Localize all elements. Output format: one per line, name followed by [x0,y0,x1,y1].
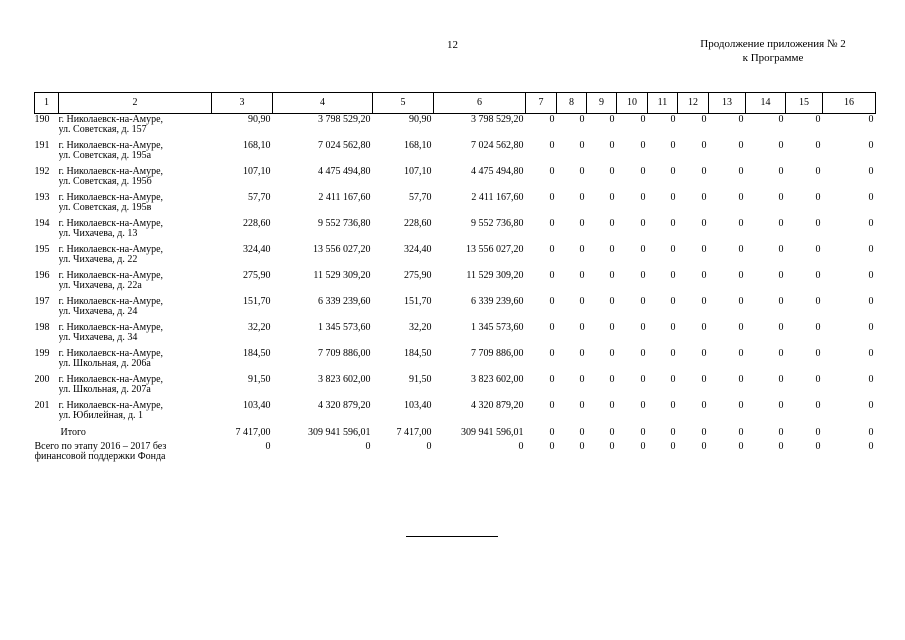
value-cell: 0 [609,244,615,255]
value-cell: 0 [579,244,585,255]
value-cell: 0 [579,270,585,281]
address-line-2: ул. Чихачева, д. 24 [58,306,138,317]
value-cell: 0 [868,218,874,229]
value-cell: 0 [670,114,676,125]
value-cell: 0 [815,400,821,411]
value-cell: 0 [549,166,555,177]
value-cell: 0 [778,322,784,333]
value-cell: 7 024 562,80 [471,140,524,151]
value-cell: 0 [738,427,744,438]
value-cell: 0 [579,441,585,452]
value-cell: 0 [701,400,707,411]
value-cell: 0 [549,427,555,438]
table-header [35,93,876,114]
row-number: 194 [34,218,50,229]
value-cell: 91,50 [248,374,271,385]
value-cell: 0 [868,441,874,452]
value-cell: 9 552 736,80 [471,218,524,229]
value-cell: 1 345 573,60 [318,322,371,333]
value-cell: 0 [701,140,707,151]
value-cell: 0 [579,374,585,385]
value-cell: 228,60 [243,218,271,229]
value-cell: 0 [609,441,615,452]
value-cell: 0 [670,218,676,229]
value-cell: 0 [579,400,585,411]
value-cell: 0 [640,427,646,438]
value-cell: 4 320 879,20 [318,400,371,411]
value-cell: 0 [609,322,615,333]
value-cell: 0 [815,441,821,452]
value-cell: 0 [868,427,874,438]
column-header: 9 [587,93,617,114]
value-cell: 0 [640,244,646,255]
address-line-2: ул. Школьная, д. 206а [58,358,151,369]
appendix-note [683,37,863,65]
value-cell: 0 [701,166,707,177]
value-cell: 0 [579,114,585,125]
value-cell: 0 [815,296,821,307]
value-cell: 0 [778,296,784,307]
value-cell: 0 [738,374,744,385]
value-cell: 0 [549,296,555,307]
table-row [35,374,876,400]
value-cell: 9 552 736,80 [318,218,371,229]
column-header: 1 [35,93,59,114]
address-line-1: г. Николаевск-на-Амуре, [58,114,164,125]
address-line-2: ул. Чихачева, д. 13 [58,228,138,239]
row-address [59,218,212,244]
column-header: 8 [557,93,587,114]
grand-row [35,440,876,466]
address-line-2: ул. Чихачева, д. 22а [58,280,142,291]
value-cell: 0 [701,244,707,255]
column-header: 16 [823,93,876,114]
value-cell: 0 [815,140,821,151]
value-cell: 3 823 602,00 [471,374,524,385]
value-cell: 7 417,00 [235,427,271,438]
header-row [35,93,876,114]
data-table [34,92,876,466]
table-row [35,322,876,348]
value-cell: 0 [670,192,676,203]
table-row [35,192,876,218]
value-cell: 32,20 [409,322,432,333]
value-cell: 0 [670,296,676,307]
value-cell: 0 [868,296,874,307]
value-cell: 0 [868,244,874,255]
column-header: 15 [786,93,823,114]
table-row [35,296,876,322]
value-cell: 0 [701,218,707,229]
value-cell: 0 [701,114,707,125]
total-label: Итого [60,427,86,438]
value-cell: 0 [701,296,707,307]
table-row [35,348,876,374]
value-cell: 0 [778,166,784,177]
address-line-2: ул. Школьная, д. 207а [58,384,151,395]
value-cell: 4 320 879,20 [471,400,524,411]
row-address [59,322,212,348]
value-cell: 7 709 886,00 [471,348,524,359]
column-header: 3 [212,93,273,114]
value-cell: 309 941 596,01 [308,427,371,438]
value-cell: 0 [868,140,874,151]
value-cell: 7 709 886,00 [318,348,371,359]
address-line-1: г. Николаевск-на-Амуре, [58,166,164,177]
value-cell: 0 [738,192,744,203]
value-cell: 0 [518,441,524,452]
column-header: 12 [678,93,709,114]
value-cell: 0 [815,270,821,281]
table-row [35,140,876,166]
value-cell: 0 [640,114,646,125]
row-number: 196 [34,270,50,281]
value-cell: 0 [640,348,646,359]
grand_total-label: Всего по этапу 2016 – 2017 без финансовой поддержки Фонда [34,441,167,462]
value-cell: 107,10 [404,166,432,177]
value-cell: 0 [549,441,555,452]
value-cell: 324,40 [243,244,271,255]
row-number: 192 [34,166,50,177]
table-row [35,114,876,141]
value-cell: 0 [365,441,371,452]
value-cell: 0 [609,348,615,359]
value-cell: 0 [815,374,821,385]
value-cell: 151,70 [404,296,432,307]
value-cell: 32,20 [248,322,271,333]
table-row [35,166,876,192]
address-line-1: г. Николаевск-на-Амуре, [58,192,164,203]
column-header: 7 [526,93,557,114]
value-cell: 0 [640,166,646,177]
total-row [35,426,876,440]
value-cell: 0 [868,322,874,333]
column-header: 5 [373,93,434,114]
value-cell: 7 024 562,80 [318,140,371,151]
value-cell: 0 [738,114,744,125]
value-cell: 0 [701,322,707,333]
address-line-2: ул. Чихачева, д. 34 [58,332,138,343]
value-cell: 0 [640,140,646,151]
value-cell: 0 [670,244,676,255]
value-cell: 4 475 494,80 [318,166,371,177]
value-cell: 0 [549,374,555,385]
value-cell: 0 [778,218,784,229]
column-header: 10 [617,93,648,114]
value-cell: 0 [549,244,555,255]
value-cell: 0 [868,374,874,385]
value-cell: 6 339 239,60 [471,296,524,307]
value-cell: 228,60 [404,218,432,229]
value-cell: 2 411 167,60 [471,192,524,203]
value-cell: 0 [738,322,744,333]
value-cell: 4 475 494,80 [471,166,524,177]
row-address [59,140,212,166]
value-cell: 0 [778,270,784,281]
value-cell: 11 529 309,20 [313,270,371,281]
value-cell: 0 [670,374,676,385]
address-line-2: ул. Юбилейная, д. 1 [58,410,144,421]
value-cell: 0 [778,140,784,151]
row-number: 190 [34,114,50,125]
value-cell: 0 [701,441,707,452]
value-cell: 151,70 [243,296,271,307]
value-cell: 184,50 [243,348,271,359]
value-cell: 0 [640,322,646,333]
value-cell: 0 [579,427,585,438]
value-cell: 0 [670,441,676,452]
value-cell: 0 [609,427,615,438]
column-header: 14 [746,93,786,114]
value-cell: 0 [549,192,555,203]
address-line-1: г. Николаевск-на-Амуре, [58,270,164,281]
row-address [59,166,212,192]
value-cell: 3 823 602,00 [318,374,371,385]
row-number: 198 [34,322,50,333]
table-row [35,400,876,426]
address-line-2: ул. Советская, д. 195в [58,202,152,213]
value-cell: 0 [670,427,676,438]
value-cell: 0 [579,218,585,229]
row-number: 191 [34,140,50,151]
value-cell: 275,90 [404,270,432,281]
value-cell: 0 [778,427,784,438]
value-cell: 0 [549,400,555,411]
value-cell: 0 [609,270,615,281]
value-cell: 0 [815,244,821,255]
value-cell: 3 798 529,20 [318,114,371,125]
value-cell: 0 [549,114,555,125]
value-cell: 103,40 [243,400,271,411]
value-cell: 0 [426,441,432,452]
value-cell: 0 [579,296,585,307]
address-line-2: ул. Советская, д. 195а [58,150,152,161]
value-cell: 0 [738,441,744,452]
value-cell: 0 [738,348,744,359]
value-cell: 0 [868,192,874,203]
value-cell: 0 [609,114,615,125]
value-cell: 0 [701,192,707,203]
value-cell: 0 [701,427,707,438]
value-cell: 324,40 [404,244,432,255]
value-cell: 90,90 [409,114,432,125]
value-cell: 0 [609,140,615,151]
value-cell: 0 [549,218,555,229]
value-cell: 184,50 [404,348,432,359]
row-address [59,244,212,270]
value-cell: 0 [815,114,821,125]
value-cell: 13 556 027,20 [466,244,524,255]
value-cell: 0 [670,322,676,333]
row-address [59,192,212,218]
value-cell: 0 [579,166,585,177]
value-cell: 0 [815,427,821,438]
value-cell: 0 [815,322,821,333]
value-cell: 0 [609,192,615,203]
value-cell: 107,10 [243,166,271,177]
value-cell: 91,50 [409,374,432,385]
appendix-note-line2: к Программе [742,52,804,64]
address-line-2: ул. Советская, д. 157 [58,124,147,135]
footnote-rule [406,536,498,537]
value-cell: 0 [670,348,676,359]
row-number: 197 [34,296,50,307]
value-cell: 0 [778,348,784,359]
value-cell: 0 [868,348,874,359]
value-cell: 0 [738,218,744,229]
value-cell: 0 [815,218,821,229]
value-cell: 168,10 [243,140,271,151]
row-address [59,114,212,141]
row-number: 193 [34,192,50,203]
value-cell: 0 [815,348,821,359]
value-cell: 0 [738,400,744,411]
value-cell: 0 [868,114,874,125]
row-number: 195 [34,244,50,255]
value-cell: 0 [815,192,821,203]
value-cell: 0 [868,270,874,281]
value-cell: 0 [868,166,874,177]
value-cell: 0 [640,296,646,307]
value-cell: 0 [738,270,744,281]
value-cell: 0 [701,374,707,385]
row-address [59,348,212,374]
value-cell: 275,90 [243,270,271,281]
value-cell: 0 [579,192,585,203]
value-cell: 0 [640,218,646,229]
value-cell: 0 [579,322,585,333]
value-cell: 1 345 573,60 [471,322,524,333]
value-cell: 0 [738,166,744,177]
value-cell: 0 [640,374,646,385]
value-cell: 0 [265,441,271,452]
value-cell: 0 [609,296,615,307]
value-cell: 57,70 [409,192,432,203]
row-address [59,400,212,426]
value-cell: 0 [640,192,646,203]
value-cell: 0 [778,441,784,452]
row-number: 200 [34,374,50,385]
column-header: 13 [709,93,746,114]
address-line-2: ул. Чихачева, д. 22 [58,254,138,265]
value-cell: 0 [579,140,585,151]
value-cell: 6 339 239,60 [318,296,371,307]
address-line-1: г. Николаевск-на-Амуре, [58,140,164,151]
value-cell: 0 [670,166,676,177]
value-cell: 0 [670,270,676,281]
row-number: 201 [34,400,50,411]
table-row [35,244,876,270]
value-cell: 0 [549,140,555,151]
address-line-1: г. Николаевск-на-Амуре, [58,322,164,333]
address-line-1: г. Николаевск-на-Амуре, [58,348,164,359]
value-cell: 0 [778,400,784,411]
value-cell: 0 [868,400,874,411]
column-header: 6 [434,93,526,114]
value-cell: 0 [579,348,585,359]
row-address [59,270,212,296]
value-cell: 7 417,00 [396,427,432,438]
value-cell: 0 [609,218,615,229]
value-cell: 0 [738,244,744,255]
value-cell: 309 941 596,01 [461,427,524,438]
value-cell: 168,10 [404,140,432,151]
value-cell: 0 [778,114,784,125]
address-line-1: г. Николаевск-на-Амуре, [58,296,164,307]
table-row [35,218,876,244]
value-cell: 0 [738,296,744,307]
value-cell: 3 798 529,20 [471,114,524,125]
value-cell: 0 [670,400,676,411]
address-line-1: г. Николаевск-на-Амуре, [58,218,164,229]
column-header: 11 [648,93,678,114]
value-cell: 0 [815,166,821,177]
value-cell: 0 [549,348,555,359]
value-cell: 0 [640,441,646,452]
address-line-1: г. Николаевск-на-Амуре, [58,374,164,385]
column-header: 2 [59,93,212,114]
value-cell: 0 [701,270,707,281]
column-header: 4 [273,93,373,114]
value-cell: 0 [778,244,784,255]
value-cell: 0 [778,192,784,203]
row-address [59,374,212,400]
value-cell: 0 [609,166,615,177]
value-cell: 0 [738,140,744,151]
page-number: 12 [447,39,458,51]
value-cell: 0 [549,322,555,333]
value-cell: 13 556 027,20 [313,244,371,255]
table-body [35,114,876,467]
value-cell: 0 [549,270,555,281]
value-cell: 0 [670,140,676,151]
value-cell: 2 411 167,60 [318,192,371,203]
value-cell: 103,40 [404,400,432,411]
table-row [35,270,876,296]
row-address [59,296,212,322]
value-cell: 0 [640,400,646,411]
row-number: 199 [34,348,50,359]
value-cell: 0 [701,348,707,359]
value-cell: 0 [778,374,784,385]
value-cell: 0 [609,400,615,411]
address-line-2: ул. Советская, д. 195б [58,176,152,187]
value-cell: 11 529 309,20 [466,270,524,281]
value-cell: 0 [640,270,646,281]
address-line-1: г. Николаевск-на-Амуре, [58,400,164,411]
appendix-note-line1: Продолжение приложения № 2 [700,38,846,50]
value-cell: 90,90 [248,114,271,125]
value-cell: 0 [609,374,615,385]
value-cell: 57,70 [248,192,271,203]
address-line-1: г. Николаевск-на-Амуре, [58,244,164,255]
